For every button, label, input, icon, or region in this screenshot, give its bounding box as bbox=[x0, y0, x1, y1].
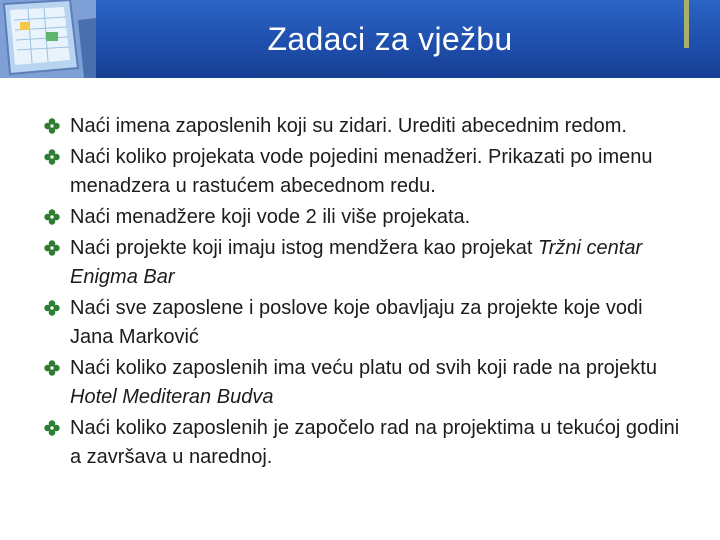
list-item bbox=[44, 234, 684, 292]
list-item-main-text: Naći koliko zaposlenih je započelo rad na projektima u tekućoj godini a završava u narednoj. bbox=[70, 417, 680, 468]
list-item-text bbox=[70, 354, 684, 412]
diamond-four-leaf-icon bbox=[44, 112, 70, 134]
list-item-italic-text: Hotel Mediteran Budva bbox=[70, 386, 274, 408]
list-item-text bbox=[70, 203, 684, 232]
list-item-text bbox=[70, 143, 684, 201]
list-item-main-text: Naći menadžere koji vode 2 ili više projekata. bbox=[70, 206, 471, 228]
list-item-main-text: Naći projekte koji imaju istog mendžera kao projekat bbox=[70, 237, 533, 259]
diamond-four-leaf-icon bbox=[44, 294, 70, 316]
diamond-four-leaf-icon bbox=[44, 354, 70, 376]
computer-monitor-image bbox=[0, 0, 96, 78]
list-item bbox=[44, 294, 684, 352]
list-item-main-text: Naći koliko projekata vode pojedini menadžeri. Prikazati po imenu menadzera u rastućem abecednom redu. bbox=[70, 146, 653, 197]
list-item-text bbox=[70, 414, 684, 472]
list-item-main-text: Naći koliko zaposlenih ima veću platu od svih koji rade na projektu bbox=[70, 357, 657, 379]
diamond-four-leaf-icon bbox=[44, 203, 70, 225]
diamond-four-leaf-icon bbox=[44, 234, 70, 256]
list-item bbox=[44, 112, 684, 141]
list-item bbox=[44, 143, 684, 201]
list-item-text bbox=[70, 234, 684, 292]
list-item-italic-text: Tržni centar Enigma Bar bbox=[70, 237, 643, 288]
list-item-text bbox=[70, 294, 684, 352]
accent-bar bbox=[684, 0, 689, 48]
slide-header bbox=[0, 0, 720, 78]
list-item bbox=[44, 354, 684, 412]
task-list bbox=[44, 112, 684, 474]
list-item-main-text: Naći sve zaposlene i poslove koje obavljaju za projekte koje vodi Jana Marković bbox=[70, 297, 643, 348]
list-item-text bbox=[70, 112, 684, 141]
list-item bbox=[44, 203, 684, 232]
diamond-four-leaf-icon bbox=[44, 143, 70, 165]
list-item-main-text: Naći imena zaposlenih koji su zidari. Urediti abecednim redom. bbox=[70, 115, 627, 137]
list-item bbox=[44, 414, 684, 472]
slide-title: Zadaci za vježbu bbox=[267, 20, 513, 57]
diamond-four-leaf-icon bbox=[44, 414, 70, 436]
